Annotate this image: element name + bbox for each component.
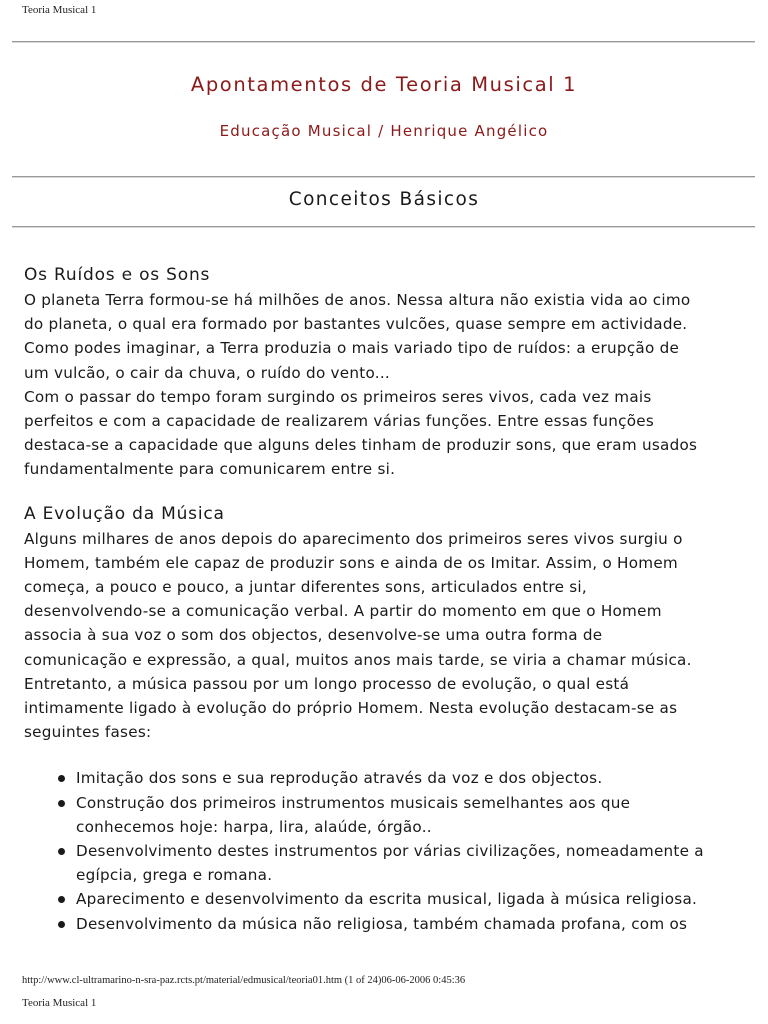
- list-item-text: Desenvolvimento destes instrumentos por várias civilizações, nomeadamente a: [76, 842, 704, 861]
- list-item: [52, 791, 754, 839]
- section-divider-bottom: [12, 226, 755, 228]
- text-line: destaca-se a capacidade que alguns deles tinham de produzir sons, que eram usados: [24, 436, 698, 455]
- list-item-text: Desenvolvimento da música não religiosa, também chamada profana, com os: [76, 914, 688, 933]
- bullet-icon: [58, 800, 65, 807]
- text-line: Alguns milhares de anos depois do aparecimento dos primeiros seres vivos surgiu o: [24, 529, 683, 548]
- text-line: fundamentalmente para comunicarem entre si.: [24, 460, 396, 479]
- text-line: desenvolvendo-se a comunicação verbal. A partir do momento em que o Homem: [24, 602, 662, 621]
- text-line: um vulcão, o cair da chuva, o ruído do vento...: [24, 363, 390, 382]
- section-divider-top: [12, 176, 755, 178]
- list-item: [52, 887, 754, 911]
- list-item-text: egípcia, grega e romana.: [76, 866, 273, 885]
- paragraph-evolucao: [24, 527, 754, 745]
- list-item-text: Aparecimento e desenvolvimento da escrita musical, ligada à música religiosa.: [76, 890, 698, 909]
- print-header-title: Teoria Musical 1: [22, 4, 97, 16]
- top-divider: [12, 41, 755, 43]
- list-item: [52, 766, 754, 790]
- list-item-text: Imitação dos sons e sua reprodução através da voz e dos objectos.: [76, 769, 603, 788]
- list-item-text: Construção dos primeiros instrumentos musicais semelhantes aos que: [76, 793, 631, 812]
- text-line: O planeta Terra formou-se há milhões de anos. Nessa altura não existia vida ao cimo: [24, 291, 691, 309]
- print-footer-title: Teoria Musical 1: [22, 997, 97, 1009]
- document-title: Apontamentos de Teoria Musical 1: [190, 73, 578, 96]
- section-title: Conceitos Básicos: [288, 189, 480, 210]
- paragraph-ruidos: [24, 288, 754, 482]
- text-line: associa à sua voz o som dos objectos, desenvolve-se uma outra forma de: [24, 626, 603, 645]
- document-subtitle: Educação Musical / Henrique Angélico: [219, 122, 549, 140]
- text-line: perfeitos e com a capacidade de realizarem várias funções. Entre essas funções: [24, 412, 655, 431]
- main-content: [24, 262, 754, 936]
- text-line: do planeta, o qual era formado por bastantes vulcões, quase sempre em actividade.: [24, 315, 688, 334]
- text-line: comunicação e expressão, a qual, muitos anos mais tarde, se viria a chamar música.: [24, 650, 692, 669]
- text-line: começa, a pouco e pouco, a juntar diferentes sons, articulados entre si,: [24, 578, 587, 597]
- bullet-icon: [58, 848, 65, 855]
- section-heading-ruidos: Os Ruídos e os Sons: [24, 265, 211, 285]
- list-item: [52, 839, 754, 887]
- list-item-text: conhecemos hoje: harpa, lira, alaúde, órgão..: [76, 817, 432, 836]
- text-line: Com o passar do tempo foram surgindo os primeiros seres vivos, cada vez mais: [24, 387, 652, 406]
- phases-list: [24, 766, 754, 935]
- list-item: [52, 912, 754, 936]
- text-line: Entretanto, a música passou por um longo processo de evolução, o qual está: [24, 674, 630, 693]
- section-heading-evolucao: A Evolução da Música: [24, 503, 225, 524]
- text-line: Como podes imaginar, a Terra produzia o mais variado tipo de ruídos: a erupção de: [24, 339, 680, 358]
- print-footer-url: http://www.cl-ultramarino-n-sra-paz.rcts.pt/material/edmusical/teoria01.htm (1 of 24)06-06-2006 0:45:36: [22, 975, 466, 986]
- bullet-icon: [58, 921, 65, 928]
- bullet-icon: [58, 896, 65, 903]
- bullet-icon: [58, 775, 65, 782]
- text-line: seguintes fases:: [24, 723, 152, 742]
- text-line: intimamente ligado à evolução do próprio Homem. Nesta evolução destacam-se as: [24, 699, 678, 718]
- text-line: Homem, também ele capaz de produzir sons e ainda de os Imitar. Assim, o Homem: [24, 553, 678, 572]
